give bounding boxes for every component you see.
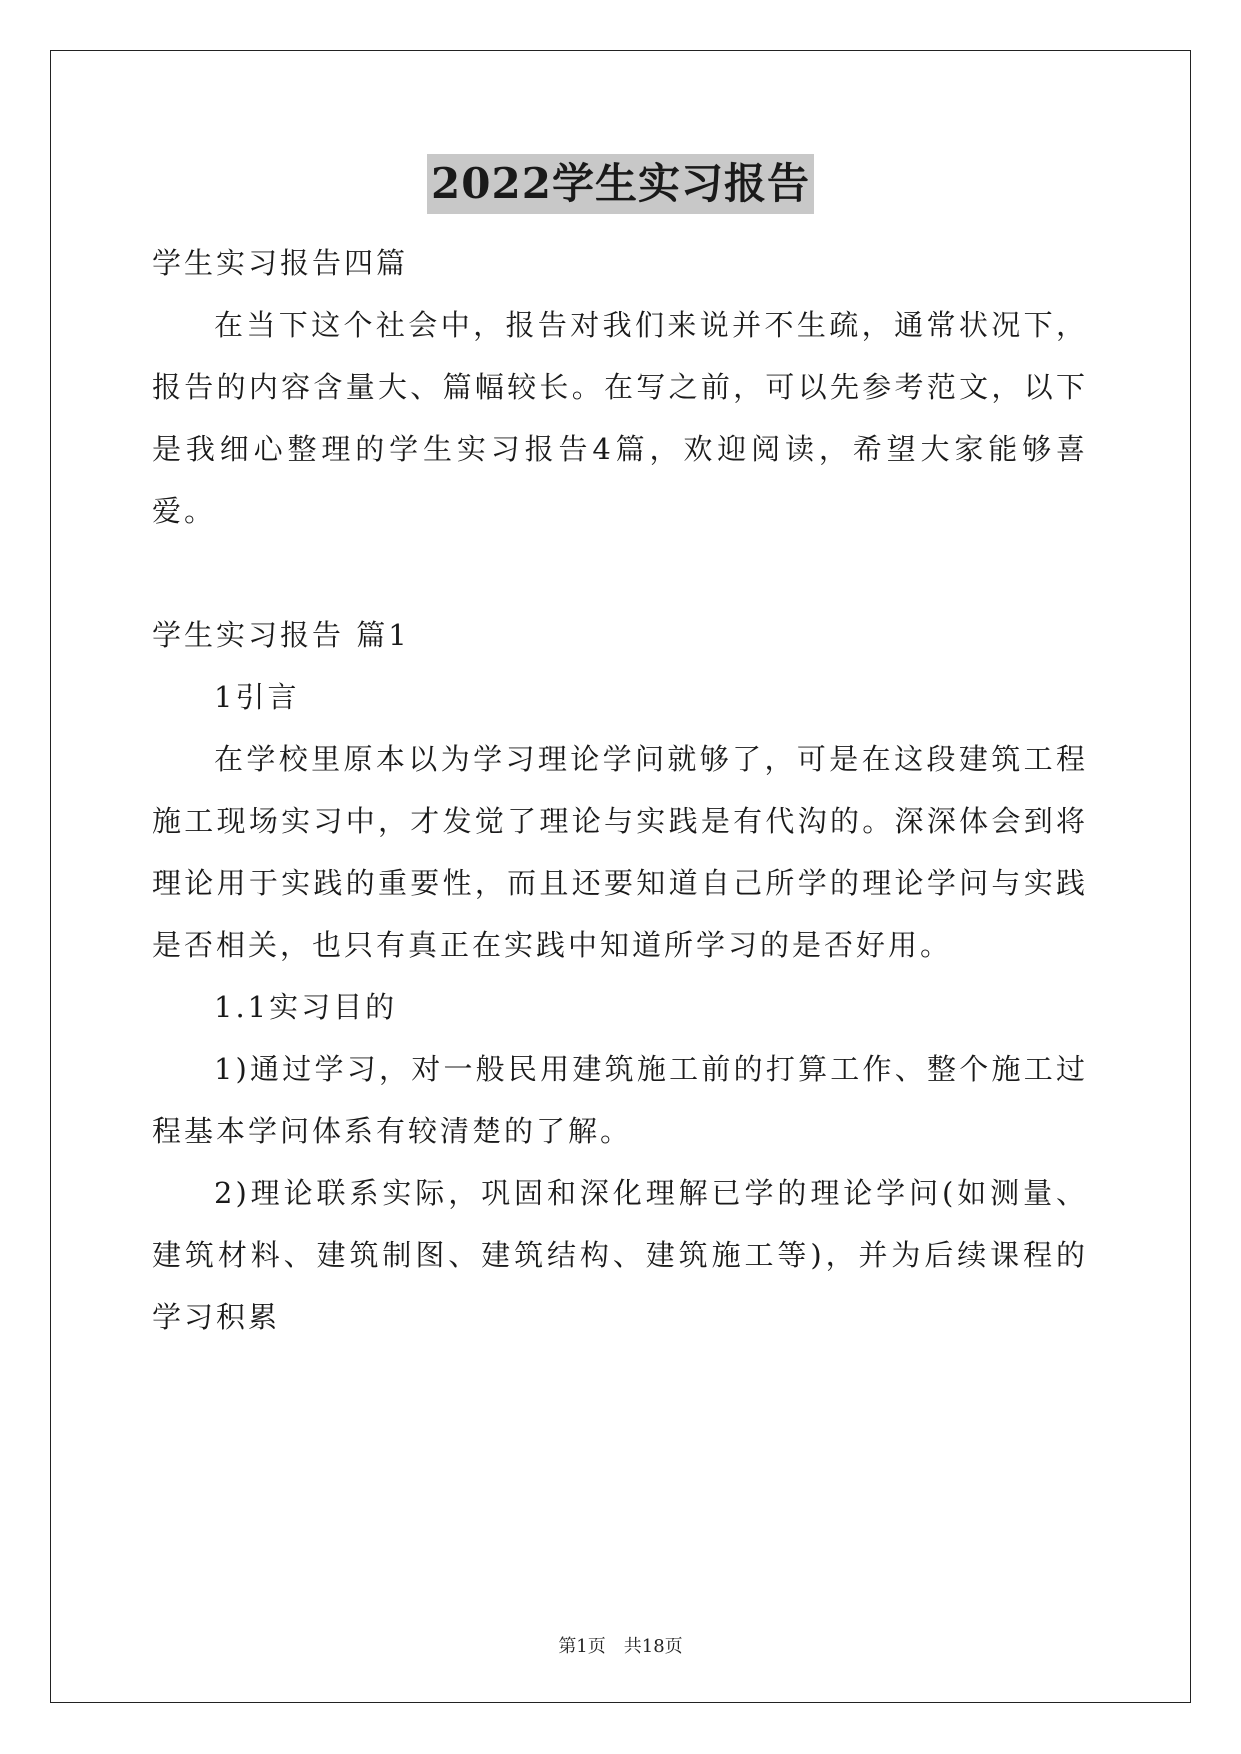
body-paragraph: 在学校里原本以为学习理论学问就够了，可是在这段建筑工程施工现场实习中，才发觉了理论与实践是有代沟的。深深体会到将理论用于实践的重要性，而且还要知道自己所学的理论学问与实践是否相关，也只有真正在实践中知道所学习的是否好用。 (152, 742, 1088, 962)
blank-line (152, 542, 1088, 604)
subtitle: 学生实习报告四篇 (152, 246, 409, 280)
document-body (152, 232, 1088, 1348)
page-footer: 第1页 共18页 (558, 1636, 683, 1657)
sub-heading-purpose: 1.1实习目的 (214, 990, 398, 1024)
title-wrap (0, 154, 1241, 214)
section-heading: 学生实习报告 篇1 (152, 618, 410, 652)
list-item-2: 2)理论联系实际，巩固和深化理解已学的理论学问(如测量、建筑材料、建筑制图、建筑结构、建筑施工等)，并为后续课程的学习积累 (152, 1176, 1088, 1334)
sub-heading-introduction: 1引言 (214, 680, 300, 714)
list-item-1: 1)通过学习，对一般民用建筑施工前的打算工作、整个施工过程基本学问体系有较清楚的了解。 (152, 1052, 1088, 1148)
document-title: 2022学生实习报告 (427, 154, 814, 214)
intro-paragraph: 在当下这个社会中，报告对我们来说并不生疏，通常状况下，报告的内容含量大、篇幅较长。在写之前，可以先参考范文，以下是我细心整理的学生实习报告4篇，欢迎阅读，希望大家能够喜爱。 (152, 308, 1088, 528)
